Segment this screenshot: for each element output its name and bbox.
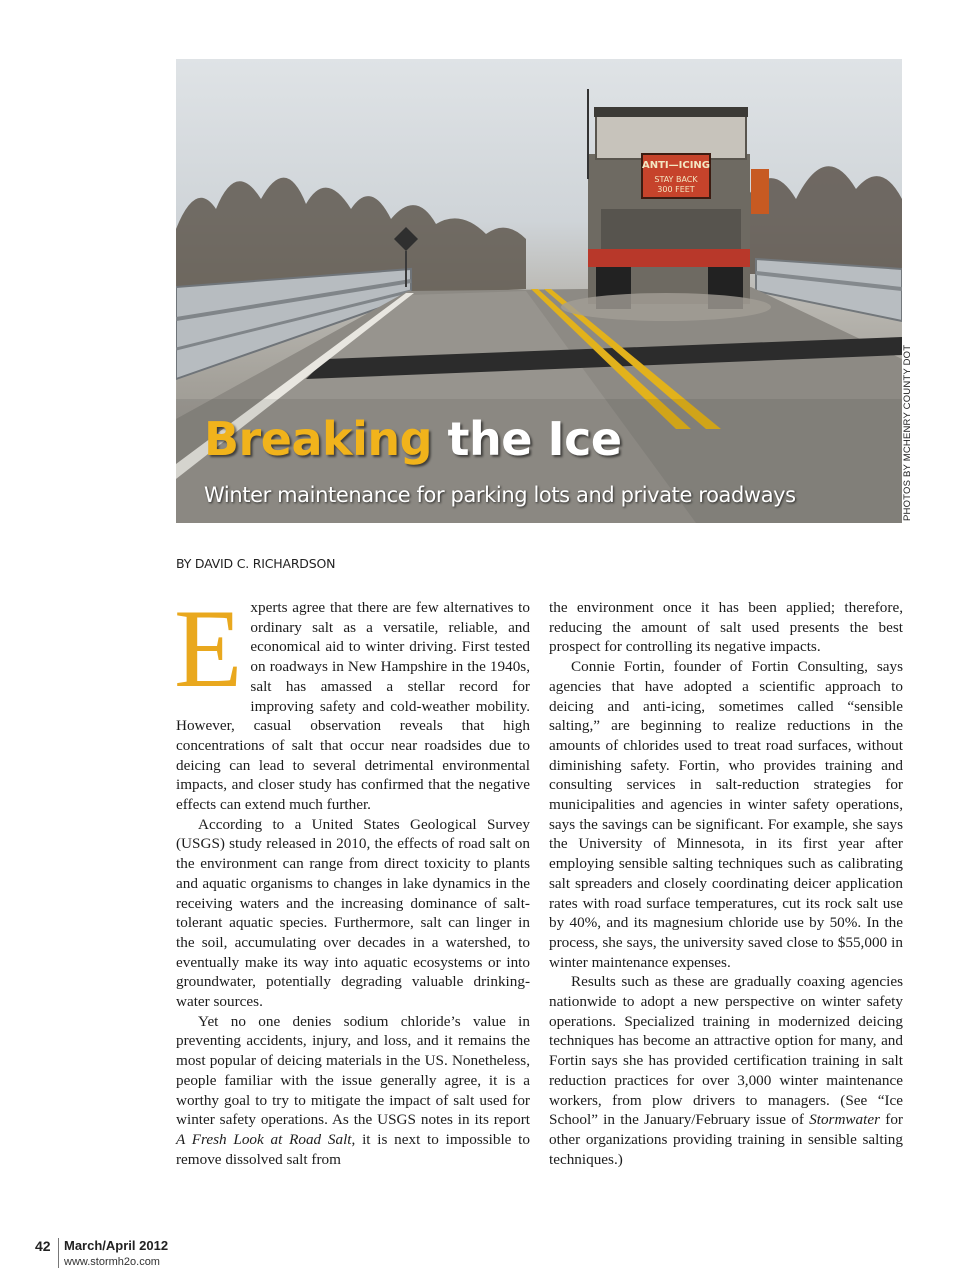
truck-sign-sub2: 300 FEET <box>657 185 695 194</box>
truck-sign-main: ANTI—ICING <box>641 160 711 171</box>
paragraph-usgs: According to a United States Geological Survey (USGS) study released in 2010, the effects of road salt on the environment can range from direct toxicity to plants and aquatic organisms to changes in lake dynamics in the receiving waters and the increasing dominance of salt-tolerant aquatic species. Furthermore, salt can linger in the soil, accumulating over decades in a watershed, to eventually make its way into aquatic ecosystems or into groundwater, potentially degrading valuable drinking-water sources. <box>176 815 530 1011</box>
photo-credit: PHOTOS BY MCHENRY COUNTY DOT <box>902 344 913 521</box>
paragraph-intro <box>174 587 530 815</box>
article-subtitle: Winter maintenance for parking lots and private roadways <box>204 483 796 507</box>
byline: BY DAVID C. RICHARDSON <box>176 556 336 571</box>
hero-photo <box>176 59 902 523</box>
p3-after: , it is next to impossible to remove dissolved salt from <box>176 1130 530 1168</box>
paragraph-sodium-chloride <box>176 1012 530 1170</box>
p3-before: Yet no one denies sodium chloride’s value in preventing accidents, injury, and loss, and it remains the most popular of deicing materials in the US. Nonetheless, people familiar with the issue generally agree, it is a worthy goal to try to mitigate the impact of salt used for winter safety operations. As the USGS notes in its report <box>176 1012 530 1129</box>
website-url: www.stormh2o.com <box>64 1256 160 1268</box>
report-title: A Fresh Look at Road Salt <box>176 1130 352 1148</box>
title-highlight: Breaking <box>204 412 433 466</box>
title-rest: the Ice <box>432 412 622 466</box>
paragraph-results <box>549 972 903 1169</box>
footer-divider <box>58 1238 59 1268</box>
issue-date: March/April 2012 <box>64 1238 169 1253</box>
r3-before: Results such as these are gradually coaxing agencies nationwide to adopt a new perspective on winter safety operations. Specialized training in modernized deicing techniques has become an attractive option for many, and Fortin says she has provided certification training in salt reduction practices for over 3,000 winter maintenance workers, from plow drivers to managers. (See “Ice School” in the January/February issue of <box>549 973 903 1129</box>
article-column-left <box>174 587 530 1169</box>
drop-cap: E <box>174 587 243 711</box>
article-column-right <box>549 598 903 1169</box>
r3-after: for other organizations providing training in sensible salting techniques.) <box>549 1111 903 1168</box>
paragraph-intro-text: xperts agree that there are few alternatives to ordinary salt as a versatile, reliable, and economical aid to winter driving. First tested on roadways in New Hampshire in the 1940s, salt has amassed a stellar record for improving safety and cold-weather mobility. However, casual observation reveals that high concentrations of salt that occur near roadsides due to deicing can lead to several detrimental environmental impacts, and closer study has confirmed that the negative effects can extend much further. <box>176 599 530 814</box>
article-title <box>204 412 622 466</box>
truck-sign-sub1: STAY BACK <box>654 175 698 184</box>
paragraph-fortin: Connie Fortin, founder of Fortin Consulting, says agencies that have adopted a scientific approach to deicing and anti-icing, sometimes called “sensible salting,” are beginning to realize reductions in the amounts of chlorides used to treat road surfaces, without diminishing safety. Fortin, who provides training and consulting services in salt-reduction strategies for municipalities and agencies in winter safety operations, says the savings can be significant. For example, she says the University of Minnesota, in its first year after employing sensible salting techniques such as calibrating salt spreaders and closely coordinating deicer application rates with road surface temperatures, cut its rock salt use by 40%, and its magnesium chloride use by 50%. In the process, she says, the university saved close to $55,000 in winter maintenance expenses. <box>549 658 903 971</box>
page-number: 42 <box>35 1238 51 1254</box>
magazine-title: Stormwater <box>809 1111 881 1129</box>
paragraph-continued: the environment once it has been applied; therefore, reducing the amount of salt used presents the best prospect for controlling its negative impacts. <box>549 599 903 656</box>
plow-truck <box>561 89 771 321</box>
